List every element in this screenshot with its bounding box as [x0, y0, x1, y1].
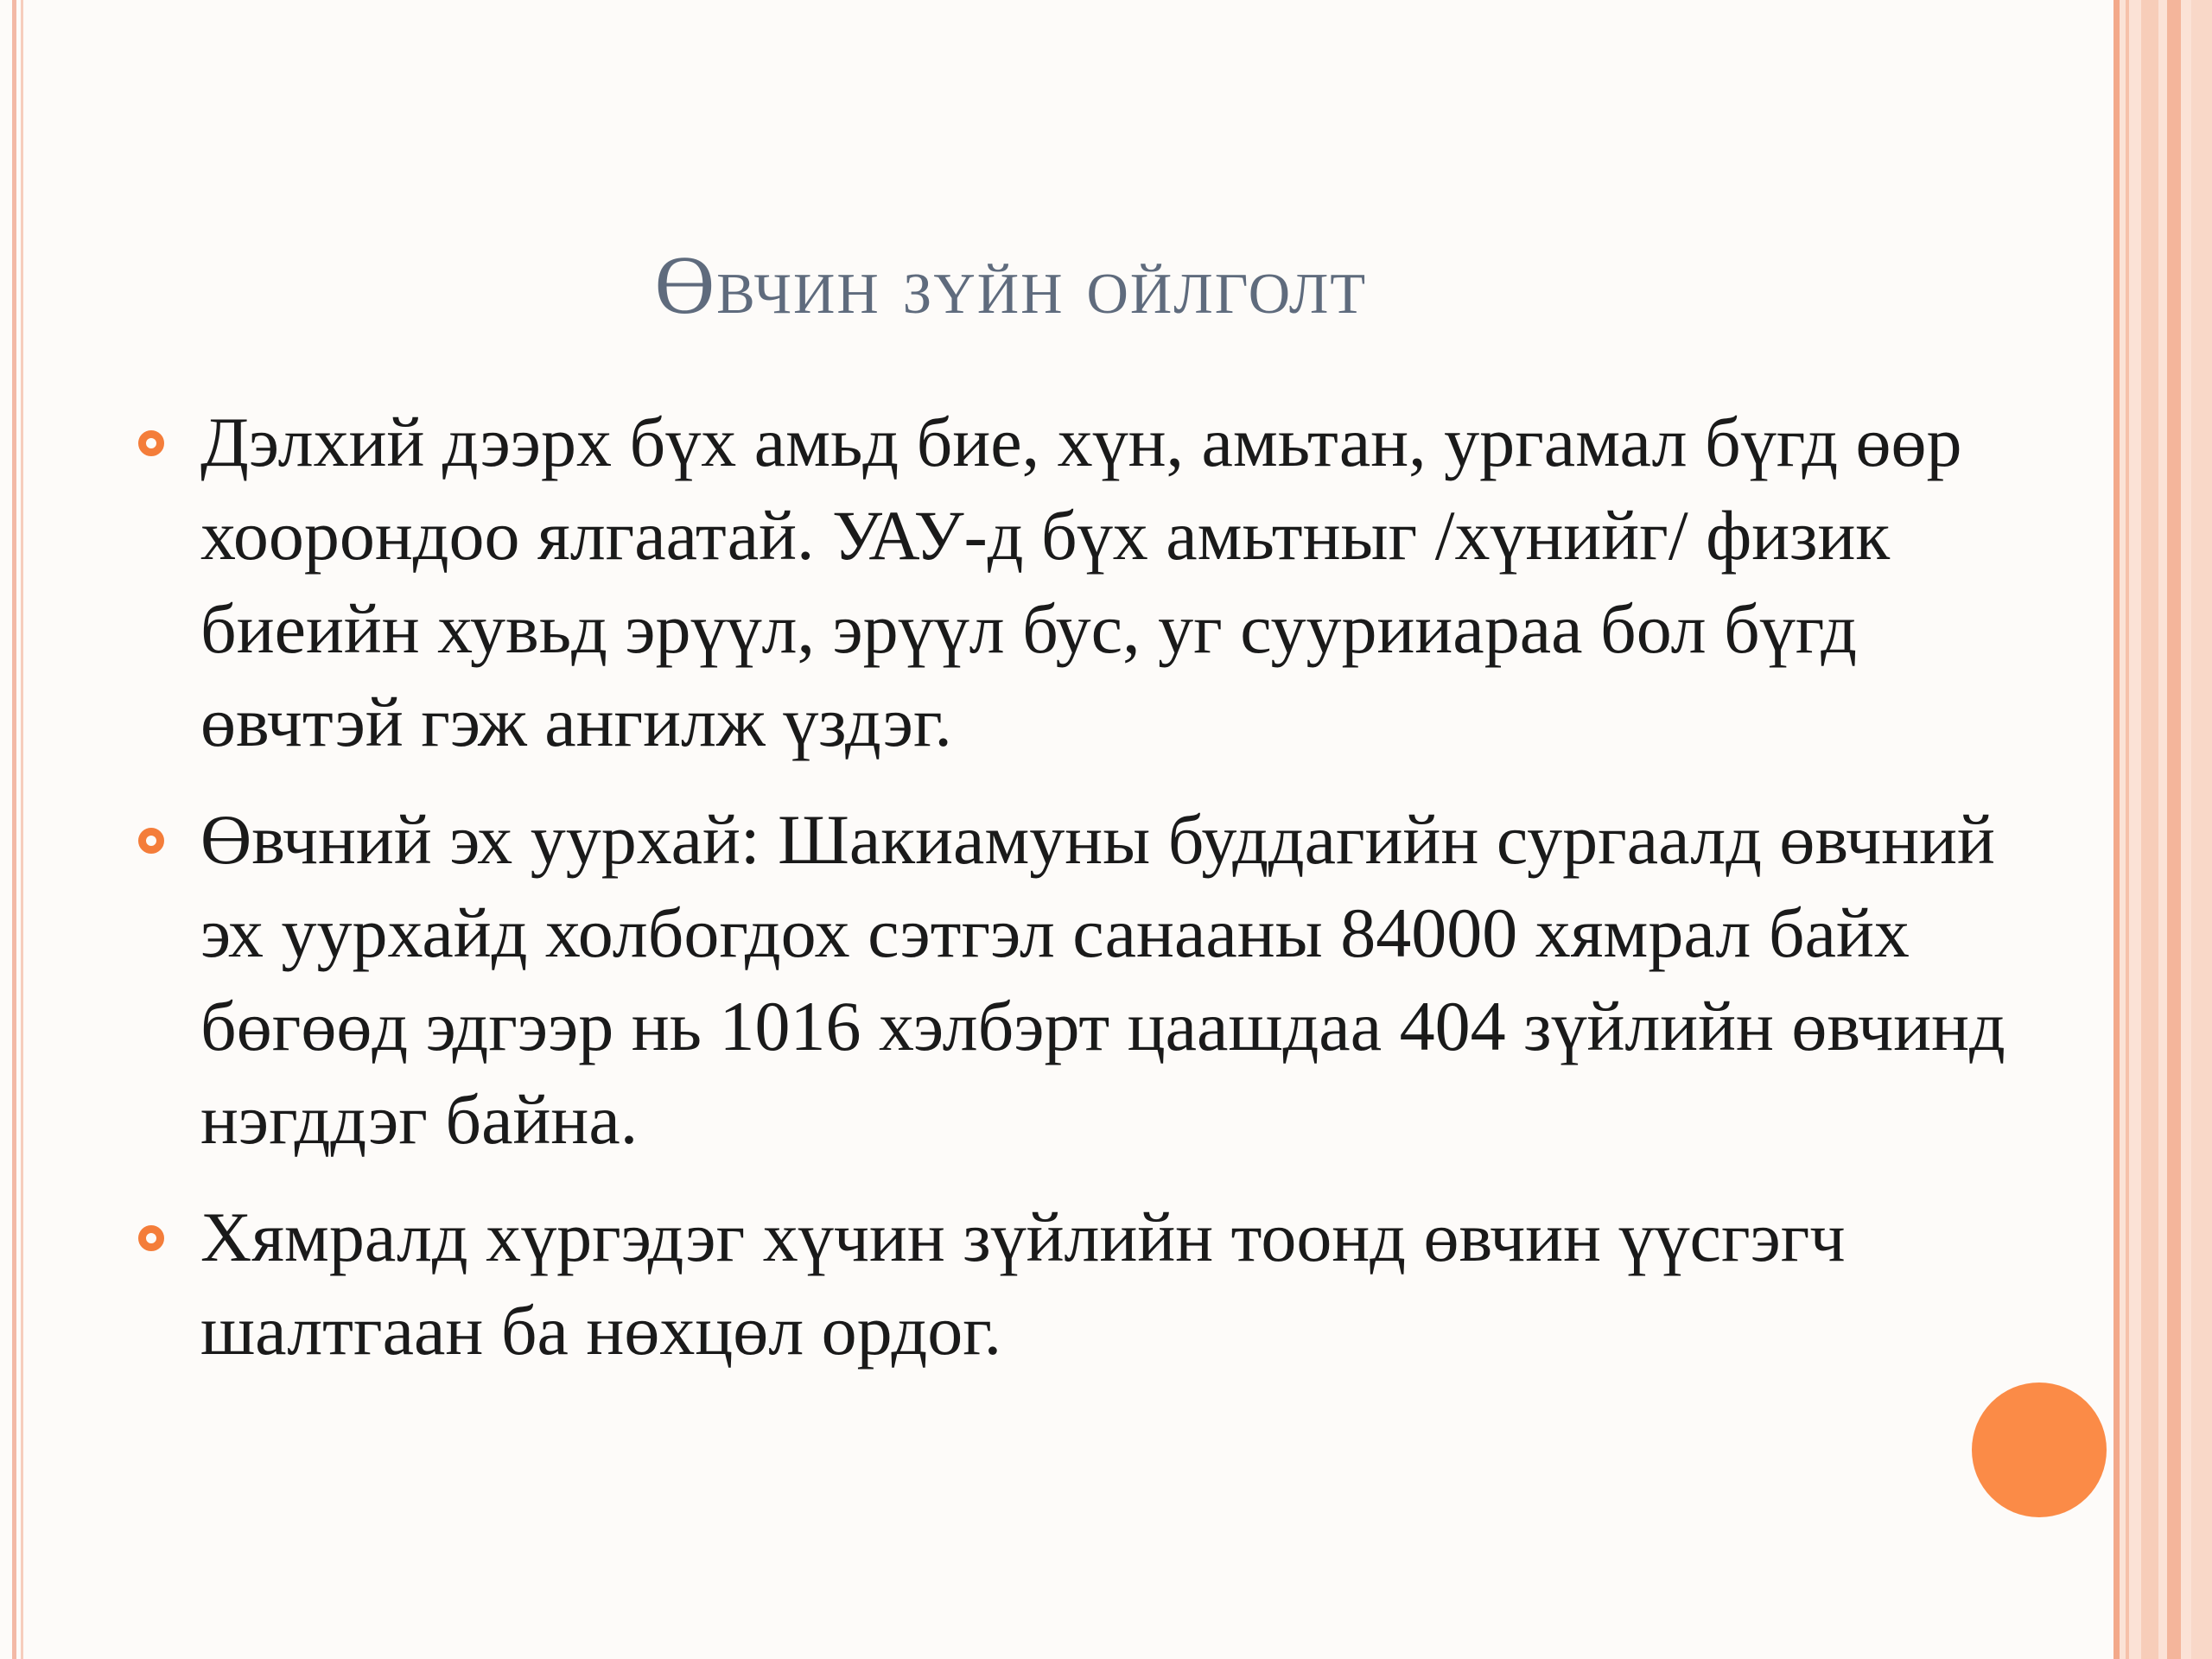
list-item: [200, 793, 2006, 1166]
bullet-text: Хямралд хүргэдэг хүчин зүйлийн тоонд өвчин үүсгэгч шалтгаан ба нөхцөл ордог.: [200, 1198, 1846, 1370]
right-stripe: [2141, 0, 2158, 1659]
decorative-circle: [1972, 1382, 2107, 1517]
list-item: [200, 1191, 2006, 1377]
right-stripe: [2113, 0, 2120, 1659]
ring-bullet-icon: [138, 1225, 164, 1251]
bullet-text: Дэлхий дээрх бүх амьд бие, хүн, амьтан, ургамал бүгд өөр хоорондоо ялгаатай. УАУ-д бүх амьтныг /хүнийг/ физик биеийн хувьд эрүүл, эрүүл бус, уг суурииараа бол бүгд өвчтэй гэж ангилж үздэг.: [200, 403, 1962, 761]
slide-title: Өвчин зүйн ойлголт: [654, 238, 1368, 331]
list-item: [200, 396, 2006, 769]
right-stripe: [2167, 0, 2181, 1659]
bullet-list: [200, 396, 2006, 1402]
ring-bullet-icon: [138, 828, 164, 854]
right-stripe: [2191, 0, 2212, 1659]
ring-bullet-icon: [138, 430, 164, 456]
bullet-text: Өвчний эх уурхай: Шакиамуны буддагийн сургаалд өвчний эх уурхайд холбогдох сэтгэл санааны 84000 хямрал байх бөгөөд эдгээр нь 1016 хэлбэрт цаашдаа 404 зүйлийн өвчинд нэгддэг байна.: [200, 800, 2005, 1159]
right-stripe: [2126, 0, 2129, 1659]
